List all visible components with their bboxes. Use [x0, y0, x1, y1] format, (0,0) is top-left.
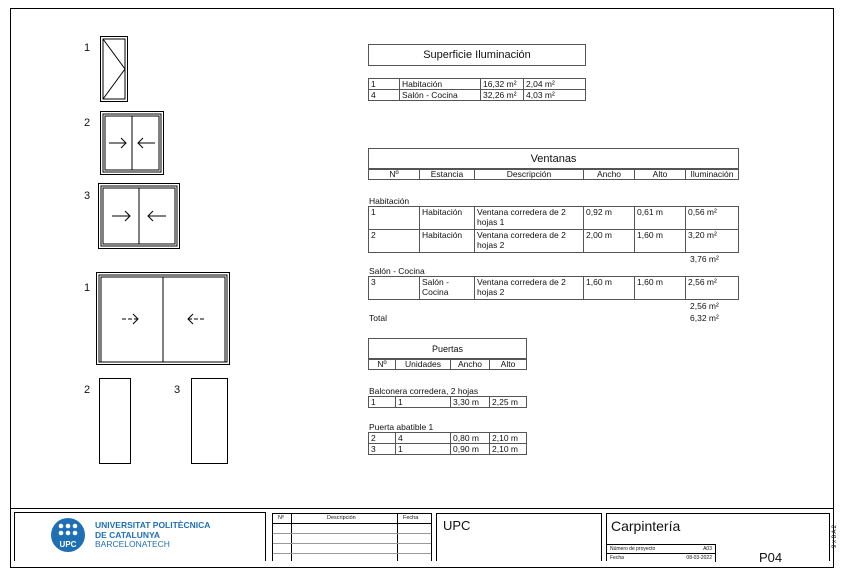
- door-label-3: 3: [174, 384, 181, 396]
- window-label-1: 1: [84, 42, 91, 54]
- table-row: 2 4 0,80 m 2,10 m: [369, 433, 527, 444]
- window-2-elevation: [100, 111, 166, 177]
- puertas-group-abatible: Puerta abatible 1: [369, 422, 434, 432]
- ventanas-total: 6,32 m²: [690, 313, 719, 323]
- ventanas-subtotal-2: 2,56 m²: [690, 301, 719, 311]
- ventanas-header: Nº Estancia Descripción Ancho Alto Iluminación: [368, 168, 739, 180]
- table-row: 1 Habitación 16,32 m² 2,04 m²: [369, 79, 586, 90]
- table-row: 1 1 3,30 m 2,25 m: [369, 397, 527, 408]
- puertas-group-balconera: Balconera corredera, 2 hojas: [369, 386, 479, 396]
- puertas-table-2: [368, 432, 527, 455]
- superficie-title: Superficie Iluminación: [368, 44, 586, 66]
- company-name: UPC: [443, 518, 471, 533]
- door-1-elevation: [96, 272, 232, 368]
- window-3-elevation: [98, 183, 182, 251]
- date-value: 08-03-2022: [686, 555, 712, 561]
- sheet-block: [606, 513, 830, 565]
- window-label-3: 3: [84, 190, 91, 202]
- window-1-elevation: [100, 36, 130, 104]
- door-label-2: 2: [84, 384, 91, 396]
- project-value: A03: [703, 546, 712, 552]
- table-row: 1 Habitación Ventana corredera de 2 hojas 1 0,92 m 0,61 m 0,56 m²: [369, 207, 739, 230]
- date-label: Fecha: [610, 555, 624, 561]
- university-block: [14, 512, 266, 561]
- company-block: [436, 513, 602, 561]
- window-label-2: 2: [84, 117, 91, 129]
- ventanas-subtotal-1: 3,76 m²: [690, 254, 719, 264]
- superficie-table: [368, 78, 586, 101]
- table-row: 4 Salón - Cocina 32,26 m² 4,03 m²: [369, 90, 586, 101]
- ventanas-group-habitacion: Habitación: [369, 196, 410, 206]
- door-2-elevation: [99, 378, 133, 466]
- table-row: 2 Habitación Ventana corredera de 2 hojas 2 2,00 m 1,60 m 3,20 m²: [369, 230, 739, 253]
- table-row: 3 Salón - Cocina Ventana corredera de 2 hojas 2 1,60 m 1,60 m 2,56 m²: [369, 277, 739, 300]
- logo-text: UPC: [59, 540, 77, 549]
- ventanas-group-salon: Salón - Cocina: [369, 266, 425, 276]
- ventanas-total-label: Total: [369, 313, 387, 323]
- revision-header: Nº Descripción Fecha: [273, 514, 431, 524]
- ventanas-title: Ventanas: [368, 148, 739, 170]
- puertas-table-1: [368, 396, 527, 408]
- upc-logo-icon: [51, 517, 85, 553]
- sheet-title: Carpintería: [611, 518, 681, 534]
- door-label-1: 1: [84, 282, 91, 294]
- sheet-code: P04: [759, 550, 783, 565]
- revision-table: [272, 513, 432, 561]
- side-code: 9 x 8 A 2: [832, 524, 838, 548]
- table-row: 3 1 0,90 m 2,10 m: [369, 444, 527, 455]
- puertas-header: Nº Unidades Ancho Alto: [368, 358, 527, 370]
- puertas-title: Puertas: [368, 338, 527, 360]
- ventanas-table-2: [368, 276, 739, 300]
- ventanas-table-1: [368, 206, 739, 253]
- door-3-elevation: [191, 378, 231, 466]
- university-name: UNIVERSITAT POLITÈCNICA DE CATALUNYA BARCELONATECH: [95, 520, 211, 549]
- project-label: Número de proyecto: [610, 546, 656, 552]
